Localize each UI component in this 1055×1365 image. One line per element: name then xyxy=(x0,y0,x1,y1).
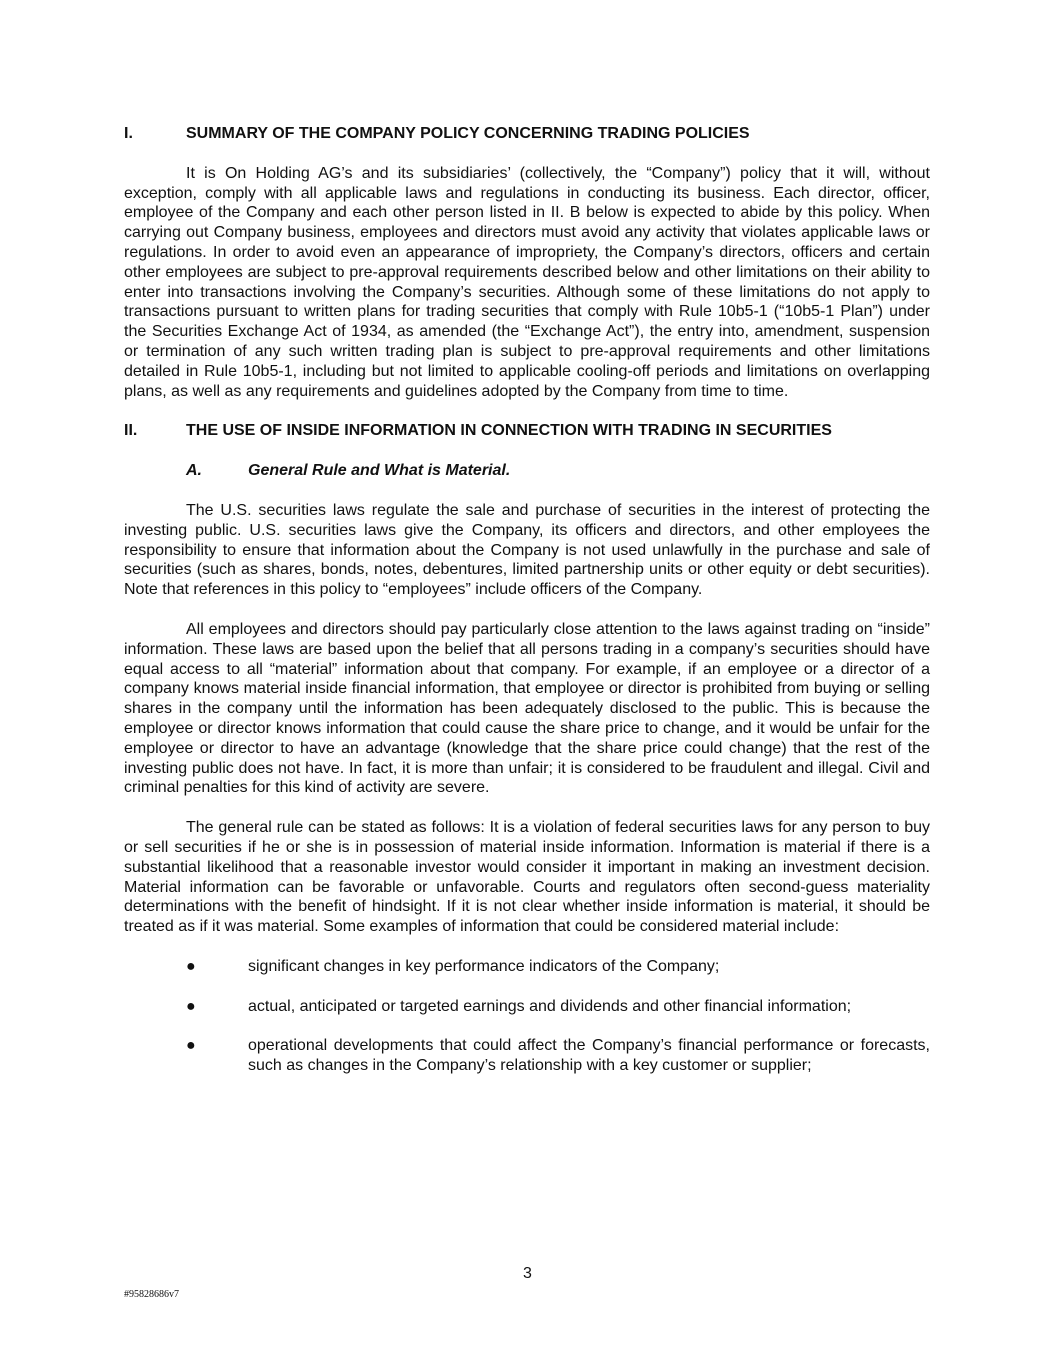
section-2-heading xyxy=(124,421,930,441)
document-id: #95828686v7 xyxy=(124,1289,179,1300)
list-item-text: operational developments that could affect the Company’s financial performance or forecasts, such as changes in the Company’s relationship with a key customer or supplier; xyxy=(248,1037,930,1075)
subsection-a-title: General Rule and What is Material. xyxy=(248,462,511,480)
list-item xyxy=(124,957,930,977)
page-number: 3 xyxy=(523,1265,532,1282)
section-1-heading xyxy=(124,124,930,144)
bullet-icon: ● xyxy=(186,997,196,1015)
list-item xyxy=(124,1036,930,1076)
paragraph: All employees and directors should pay particularly close attention to the laws against trading on “inside” information. These laws are based upon the belief that all persons trading in a company’s securities should have equal access to all “material” information about that company. For example, if an employee or a director of a company knows material inside financial information, that employee or director is prohibited from buying or selling shares in the company until the information has been adequately disclosed to the public. This is because the employee or director knows information that could cause the share price to change, and it would be unfair for the employee or director to have an advantage (knowledge that the share price could change) that the rest of the investing public does not have. In fact, it is more than unfair; it is considered to be fraudulent and illegal. Civil and criminal penalties for this kind of activity are severe. xyxy=(124,620,930,797)
bullet-icon: ● xyxy=(186,1037,196,1055)
list-item-text: actual, anticipated or targeted earnings and dividends and other financial information; xyxy=(248,997,852,1015)
list-item-text: significant changes in key performance indicators of the Company; xyxy=(248,957,720,975)
section-1-title: SUMMARY OF THE COMPANY POLICY CONCERNING TRADING POLICIES xyxy=(186,125,750,142)
list-item xyxy=(124,997,930,1017)
document-body xyxy=(124,124,930,1076)
section-1-paragraph: It is On Holding AG’s and its subsidiaries’ (collectively, the “Company”) policy that it will, without exception, comply with all applicable laws and regulations in conducting its business. Each director, officer, employee of the Company and each other person listed in II. B below is expected to abide by this policy. When carrying out Company business, employees and directors must avoid any activity that violates applicable laws or regulations. In order to avoid even an appearance of impropriety, the Company’s directors, officers and certain other employees are subject to pre-approval requirements described below and other limitations on their ability to enter into transactions involving the Company’s securities. Although some of these limitations do not apply to transactions pursuant to written plans for trading securities that comply with Rule 10b5-1 (“10b5-1 Plan”) under the Securities Exchange Act of 1934, as amended (the “Exchange Act”), the entry into, amendment, suspension or termination of any such written trading plan is subject to pre-approval requirements and other limitations detailed in Rule 10b5-1, including but not limited to applicable cooling-off periods and limitations on overlapping plans, as well as any requirements and guidelines adopted by the Company from time to time. xyxy=(124,164,930,400)
section-2-number: II. xyxy=(124,422,138,440)
section-1-number: I. xyxy=(124,125,133,142)
section-2-title: THE USE OF INSIDE INFORMATION IN CONNECTION WITH TRADING IN SECURITIES xyxy=(186,422,832,440)
subsection-a-heading xyxy=(124,461,930,481)
subsection-a-number: A. xyxy=(186,462,202,480)
paragraph: The U.S. securities laws regulate the sale and purchase of securities in the interest of protecting the investing public. U.S. securities laws give the Company, its officers and directors, and other employees the responsibility to ensure that information about the Company is not used unlawfully in the purchase and sale of securities (such as shares, bonds, notes, debentures, limited partnership units or other equity or debt securities). Note that references in this policy to “employees” include officers of the Company. xyxy=(124,501,930,599)
paragraph: The general rule can be stated as follows: It is a violation of federal securities laws for any person to buy or sell securities if he or she is in possession of material inside information. Information is material if there is a substantial likelihood that a reasonable investor would consider it important in making an investment decision. Material information can be favorable or unfavorable. Courts and regulators often second-guess materiality determinations with the benefit of hindsight. If it is not clear whether inside information is material, it should be treated as if it was material. Some examples of information that could be considered material include: xyxy=(124,819,930,936)
bullet-icon: ● xyxy=(186,957,196,975)
